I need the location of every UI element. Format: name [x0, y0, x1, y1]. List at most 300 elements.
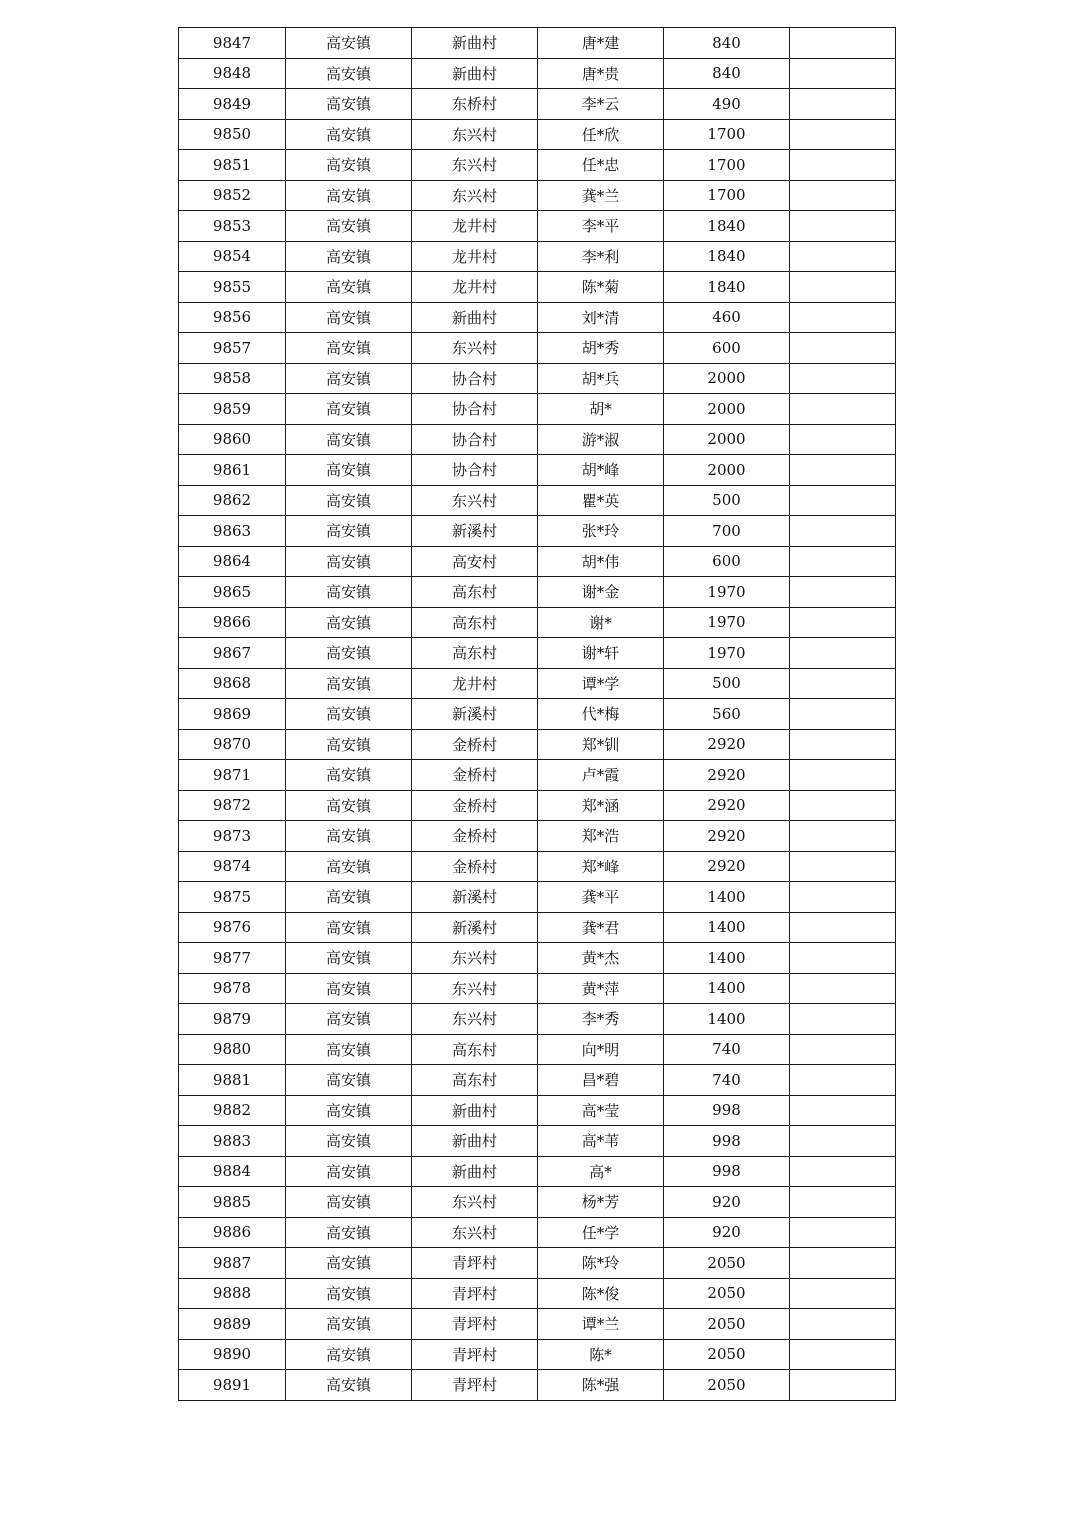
row-number-cell: 9861	[179, 455, 286, 486]
name-cell: 谢*轩	[538, 638, 664, 669]
table-row	[179, 272, 896, 303]
row-number-cell: 9851	[179, 150, 286, 181]
row-number-cell: 9848	[179, 58, 286, 89]
village-cell: 高东村	[412, 607, 538, 638]
town-cell: 高安镇	[286, 272, 412, 303]
village-cell: 东兴村	[412, 943, 538, 974]
table-row	[179, 1278, 896, 1309]
row-number-cell: 9871	[179, 760, 286, 791]
town-cell: 高安镇	[286, 546, 412, 577]
row-number-cell: 9849	[179, 89, 286, 120]
row-number-cell: 9883	[179, 1126, 286, 1157]
amount-cell: 840	[664, 58, 790, 89]
village-cell: 新曲村	[412, 1126, 538, 1157]
table-row	[179, 851, 896, 882]
table-row	[179, 1004, 896, 1035]
name-cell: 谢*金	[538, 577, 664, 608]
name-cell: 昌*碧	[538, 1065, 664, 1096]
remark-cell	[790, 912, 896, 943]
name-cell: 谭*兰	[538, 1309, 664, 1340]
row-number-cell: 9878	[179, 973, 286, 1004]
amount-cell: 2000	[664, 363, 790, 394]
remark-cell	[790, 363, 896, 394]
name-cell: 陈*强	[538, 1370, 664, 1401]
name-cell: 胡*峰	[538, 455, 664, 486]
town-cell: 高安镇	[286, 394, 412, 425]
village-cell: 东桥村	[412, 89, 538, 120]
name-cell: 陈*玲	[538, 1248, 664, 1279]
remark-cell	[790, 272, 896, 303]
remark-cell	[790, 638, 896, 669]
town-cell: 高安镇	[286, 485, 412, 516]
row-number-cell: 9874	[179, 851, 286, 882]
village-cell: 东兴村	[412, 973, 538, 1004]
table-row	[179, 638, 896, 669]
row-number-cell: 9869	[179, 699, 286, 730]
name-cell: 龚*兰	[538, 180, 664, 211]
remark-cell	[790, 180, 896, 211]
village-cell: 金桥村	[412, 851, 538, 882]
town-cell: 高安镇	[286, 790, 412, 821]
remark-cell	[790, 943, 896, 974]
remark-cell	[790, 699, 896, 730]
amount-cell: 1970	[664, 638, 790, 669]
table-row	[179, 973, 896, 1004]
remark-cell	[790, 1339, 896, 1370]
table-row	[179, 882, 896, 913]
town-cell: 高安镇	[286, 821, 412, 852]
town-cell: 高安镇	[286, 119, 412, 150]
name-cell: 任*欣	[538, 119, 664, 150]
amount-cell: 1400	[664, 912, 790, 943]
amount-cell: 2050	[664, 1370, 790, 1401]
name-cell: 胡*兵	[538, 363, 664, 394]
remark-cell	[790, 58, 896, 89]
village-cell: 高东村	[412, 1034, 538, 1065]
records-table	[178, 27, 896, 1401]
table-row	[179, 790, 896, 821]
village-cell: 协合村	[412, 455, 538, 486]
town-cell: 高安镇	[286, 729, 412, 760]
name-cell: 郑*浩	[538, 821, 664, 852]
row-number-cell: 9855	[179, 272, 286, 303]
town-cell: 高安镇	[286, 211, 412, 242]
town-cell: 高安镇	[286, 1187, 412, 1218]
remark-cell	[790, 1217, 896, 1248]
village-cell: 高东村	[412, 638, 538, 669]
table-row	[179, 699, 896, 730]
town-cell: 高安镇	[286, 302, 412, 333]
village-cell: 龙井村	[412, 272, 538, 303]
table-row	[179, 89, 896, 120]
amount-cell: 1400	[664, 1004, 790, 1035]
amount-cell: 920	[664, 1217, 790, 1248]
row-number-cell: 9881	[179, 1065, 286, 1096]
town-cell: 高安镇	[286, 58, 412, 89]
village-cell: 青坪村	[412, 1339, 538, 1370]
village-cell: 龙井村	[412, 211, 538, 242]
amount-cell: 600	[664, 333, 790, 364]
table-row	[179, 607, 896, 638]
remark-cell	[790, 1004, 896, 1035]
table-row	[179, 1126, 896, 1157]
remark-cell	[790, 821, 896, 852]
name-cell: 高*莹	[538, 1095, 664, 1126]
remark-cell	[790, 790, 896, 821]
remark-cell	[790, 1034, 896, 1065]
village-cell: 新曲村	[412, 1156, 538, 1187]
table-row	[179, 302, 896, 333]
village-cell: 新溪村	[412, 516, 538, 547]
town-cell: 高安镇	[286, 638, 412, 669]
amount-cell: 740	[664, 1034, 790, 1065]
table-row	[179, 1217, 896, 1248]
name-cell: 游*淑	[538, 424, 664, 455]
town-cell: 高安镇	[286, 882, 412, 913]
village-cell: 青坪村	[412, 1309, 538, 1340]
village-cell: 东兴村	[412, 1004, 538, 1035]
table-row	[179, 1156, 896, 1187]
row-number-cell: 9852	[179, 180, 286, 211]
row-number-cell: 9857	[179, 333, 286, 364]
name-cell: 陈*菊	[538, 272, 664, 303]
remark-cell	[790, 729, 896, 760]
amount-cell: 490	[664, 89, 790, 120]
village-cell: 高东村	[412, 577, 538, 608]
amount-cell: 700	[664, 516, 790, 547]
village-cell: 金桥村	[412, 790, 538, 821]
name-cell: 任*学	[538, 1217, 664, 1248]
amount-cell: 998	[664, 1156, 790, 1187]
town-cell: 高安镇	[286, 333, 412, 364]
remark-cell	[790, 424, 896, 455]
table-row	[179, 150, 896, 181]
name-cell: 李*秀	[538, 1004, 664, 1035]
row-number-cell: 9864	[179, 546, 286, 577]
name-cell: 刘*清	[538, 302, 664, 333]
amount-cell: 1970	[664, 577, 790, 608]
name-cell: 龚*君	[538, 912, 664, 943]
remark-cell	[790, 882, 896, 913]
amount-cell: 2050	[664, 1339, 790, 1370]
row-number-cell: 9875	[179, 882, 286, 913]
town-cell: 高安镇	[286, 668, 412, 699]
remark-cell	[790, 1126, 896, 1157]
village-cell: 青坪村	[412, 1248, 538, 1279]
row-number-cell: 9873	[179, 821, 286, 852]
row-number-cell: 9879	[179, 1004, 286, 1035]
town-cell: 高安镇	[286, 1217, 412, 1248]
table-row	[179, 1370, 896, 1401]
table-row	[179, 1248, 896, 1279]
amount-cell: 2920	[664, 790, 790, 821]
name-cell: 谢*	[538, 607, 664, 638]
village-cell: 东兴村	[412, 119, 538, 150]
name-cell: 向*明	[538, 1034, 664, 1065]
village-cell: 新曲村	[412, 1095, 538, 1126]
table-row	[179, 1034, 896, 1065]
row-number-cell: 9859	[179, 394, 286, 425]
village-cell: 新曲村	[412, 28, 538, 59]
amount-cell: 2920	[664, 760, 790, 791]
town-cell: 高安镇	[286, 1126, 412, 1157]
name-cell: 郑*峰	[538, 851, 664, 882]
amount-cell: 2050	[664, 1309, 790, 1340]
remark-cell	[790, 241, 896, 272]
table-row	[179, 1309, 896, 1340]
amount-cell: 500	[664, 668, 790, 699]
remark-cell	[790, 150, 896, 181]
village-cell: 青坪村	[412, 1278, 538, 1309]
amount-cell: 1840	[664, 272, 790, 303]
village-cell: 协合村	[412, 394, 538, 425]
amount-cell: 998	[664, 1095, 790, 1126]
village-cell: 东兴村	[412, 1187, 538, 1218]
amount-cell: 840	[664, 28, 790, 59]
row-number-cell: 9891	[179, 1370, 286, 1401]
table-row	[179, 180, 896, 211]
town-cell: 高安镇	[286, 1248, 412, 1279]
name-cell: 黄*萍	[538, 973, 664, 1004]
row-number-cell: 9863	[179, 516, 286, 547]
table-row	[179, 1339, 896, 1370]
row-number-cell: 9884	[179, 1156, 286, 1187]
remark-cell	[790, 1370, 896, 1401]
village-cell: 协合村	[412, 363, 538, 394]
remark-cell	[790, 1156, 896, 1187]
town-cell: 高安镇	[286, 973, 412, 1004]
amount-cell: 2000	[664, 455, 790, 486]
name-cell: 杨*芳	[538, 1187, 664, 1218]
town-cell: 高安镇	[286, 699, 412, 730]
table-row	[179, 119, 896, 150]
town-cell: 高安镇	[286, 1309, 412, 1340]
name-cell: 李*利	[538, 241, 664, 272]
name-cell: 郑*涵	[538, 790, 664, 821]
village-cell: 青坪村	[412, 1370, 538, 1401]
table-row	[179, 1065, 896, 1096]
remark-cell	[790, 485, 896, 516]
row-number-cell: 9872	[179, 790, 286, 821]
amount-cell: 500	[664, 485, 790, 516]
village-cell: 高安村	[412, 546, 538, 577]
name-cell: 陈*俊	[538, 1278, 664, 1309]
records-table-body	[179, 28, 896, 1401]
village-cell: 东兴村	[412, 180, 538, 211]
amount-cell: 1970	[664, 607, 790, 638]
remark-cell	[790, 211, 896, 242]
town-cell: 高安镇	[286, 912, 412, 943]
village-cell: 新溪村	[412, 912, 538, 943]
table-row	[179, 58, 896, 89]
table-row	[179, 394, 896, 425]
table-row	[179, 363, 896, 394]
table-row	[179, 760, 896, 791]
amount-cell: 600	[664, 546, 790, 577]
remark-cell	[790, 333, 896, 364]
remark-cell	[790, 1248, 896, 1279]
row-number-cell: 9882	[179, 1095, 286, 1126]
row-number-cell: 9886	[179, 1217, 286, 1248]
table-row	[179, 28, 896, 59]
remark-cell	[790, 668, 896, 699]
town-cell: 高安镇	[286, 1004, 412, 1035]
remark-cell	[790, 455, 896, 486]
town-cell: 高安镇	[286, 516, 412, 547]
name-cell: 胡*秀	[538, 333, 664, 364]
village-cell: 高东村	[412, 1065, 538, 1096]
remark-cell	[790, 577, 896, 608]
town-cell: 高安镇	[286, 851, 412, 882]
remark-cell	[790, 1095, 896, 1126]
name-cell: 高*	[538, 1156, 664, 1187]
name-cell: 胡*伟	[538, 546, 664, 577]
name-cell: 唐*贵	[538, 58, 664, 89]
remark-cell	[790, 1278, 896, 1309]
row-number-cell: 9885	[179, 1187, 286, 1218]
remark-cell	[790, 119, 896, 150]
town-cell: 高安镇	[286, 1034, 412, 1065]
table-row	[179, 821, 896, 852]
amount-cell: 2000	[664, 424, 790, 455]
row-number-cell: 9847	[179, 28, 286, 59]
table-row	[179, 455, 896, 486]
name-cell: 李*云	[538, 89, 664, 120]
amount-cell: 998	[664, 1126, 790, 1157]
amount-cell: 2920	[664, 851, 790, 882]
name-cell: 胡*	[538, 394, 664, 425]
town-cell: 高安镇	[286, 28, 412, 59]
name-cell: 高*苇	[538, 1126, 664, 1157]
town-cell: 高安镇	[286, 89, 412, 120]
table-row	[179, 912, 896, 943]
village-cell: 金桥村	[412, 821, 538, 852]
row-number-cell: 9870	[179, 729, 286, 760]
village-cell: 东兴村	[412, 150, 538, 181]
amount-cell: 560	[664, 699, 790, 730]
table-row	[179, 729, 896, 760]
row-number-cell: 9858	[179, 363, 286, 394]
village-cell: 新溪村	[412, 882, 538, 913]
amount-cell: 460	[664, 302, 790, 333]
name-cell: 黄*杰	[538, 943, 664, 974]
row-number-cell: 9868	[179, 668, 286, 699]
village-cell: 东兴村	[412, 1217, 538, 1248]
village-cell: 金桥村	[412, 760, 538, 791]
town-cell: 高安镇	[286, 1370, 412, 1401]
row-number-cell: 9853	[179, 211, 286, 242]
row-number-cell: 9860	[179, 424, 286, 455]
amount-cell: 2000	[664, 394, 790, 425]
town-cell: 高安镇	[286, 1156, 412, 1187]
village-cell: 协合村	[412, 424, 538, 455]
town-cell: 高安镇	[286, 943, 412, 974]
row-number-cell: 9862	[179, 485, 286, 516]
row-number-cell: 9877	[179, 943, 286, 974]
town-cell: 高安镇	[286, 363, 412, 394]
amount-cell: 740	[664, 1065, 790, 1096]
amount-cell: 2920	[664, 821, 790, 852]
table-row	[179, 668, 896, 699]
remark-cell	[790, 516, 896, 547]
village-cell: 金桥村	[412, 729, 538, 760]
row-number-cell: 9887	[179, 1248, 286, 1279]
amount-cell: 920	[664, 1187, 790, 1218]
village-cell: 龙井村	[412, 241, 538, 272]
amount-cell: 1400	[664, 882, 790, 913]
table-row	[179, 577, 896, 608]
village-cell: 东兴村	[412, 333, 538, 364]
village-cell: 东兴村	[412, 485, 538, 516]
row-number-cell: 9867	[179, 638, 286, 669]
town-cell: 高安镇	[286, 607, 412, 638]
village-cell: 新曲村	[412, 58, 538, 89]
town-cell: 高安镇	[286, 1278, 412, 1309]
remark-cell	[790, 89, 896, 120]
row-number-cell: 9890	[179, 1339, 286, 1370]
amount-cell: 1840	[664, 241, 790, 272]
amount-cell: 2050	[664, 1248, 790, 1279]
row-number-cell: 9880	[179, 1034, 286, 1065]
town-cell: 高安镇	[286, 760, 412, 791]
amount-cell: 1700	[664, 150, 790, 181]
table-row	[179, 485, 896, 516]
row-number-cell: 9889	[179, 1309, 286, 1340]
row-number-cell: 9876	[179, 912, 286, 943]
name-cell: 龚*平	[538, 882, 664, 913]
town-cell: 高安镇	[286, 150, 412, 181]
remark-cell	[790, 851, 896, 882]
remark-cell	[790, 1309, 896, 1340]
row-number-cell: 9866	[179, 607, 286, 638]
town-cell: 高安镇	[286, 1339, 412, 1370]
town-cell: 高安镇	[286, 424, 412, 455]
remark-cell	[790, 28, 896, 59]
row-number-cell: 9850	[179, 119, 286, 150]
row-number-cell: 9856	[179, 302, 286, 333]
table-row	[179, 516, 896, 547]
remark-cell	[790, 546, 896, 577]
amount-cell: 1840	[664, 211, 790, 242]
remark-cell	[790, 302, 896, 333]
table-row	[179, 424, 896, 455]
table-row	[179, 546, 896, 577]
table-row	[179, 943, 896, 974]
remark-cell	[790, 1187, 896, 1218]
name-cell: 谭*学	[538, 668, 664, 699]
amount-cell: 1400	[664, 943, 790, 974]
remark-cell	[790, 394, 896, 425]
town-cell: 高安镇	[286, 1065, 412, 1096]
amount-cell: 1700	[664, 180, 790, 211]
name-cell: 唐*建	[538, 28, 664, 59]
name-cell: 张*玲	[538, 516, 664, 547]
remark-cell	[790, 607, 896, 638]
town-cell: 高安镇	[286, 241, 412, 272]
remark-cell	[790, 1065, 896, 1096]
amount-cell: 2050	[664, 1278, 790, 1309]
row-number-cell: 9865	[179, 577, 286, 608]
village-cell: 新溪村	[412, 699, 538, 730]
remark-cell	[790, 973, 896, 1004]
name-cell: 李*平	[538, 211, 664, 242]
town-cell: 高安镇	[286, 455, 412, 486]
name-cell: 瞿*英	[538, 485, 664, 516]
row-number-cell: 9888	[179, 1278, 286, 1309]
table-row	[179, 211, 896, 242]
village-cell: 龙井村	[412, 668, 538, 699]
amount-cell: 2920	[664, 729, 790, 760]
